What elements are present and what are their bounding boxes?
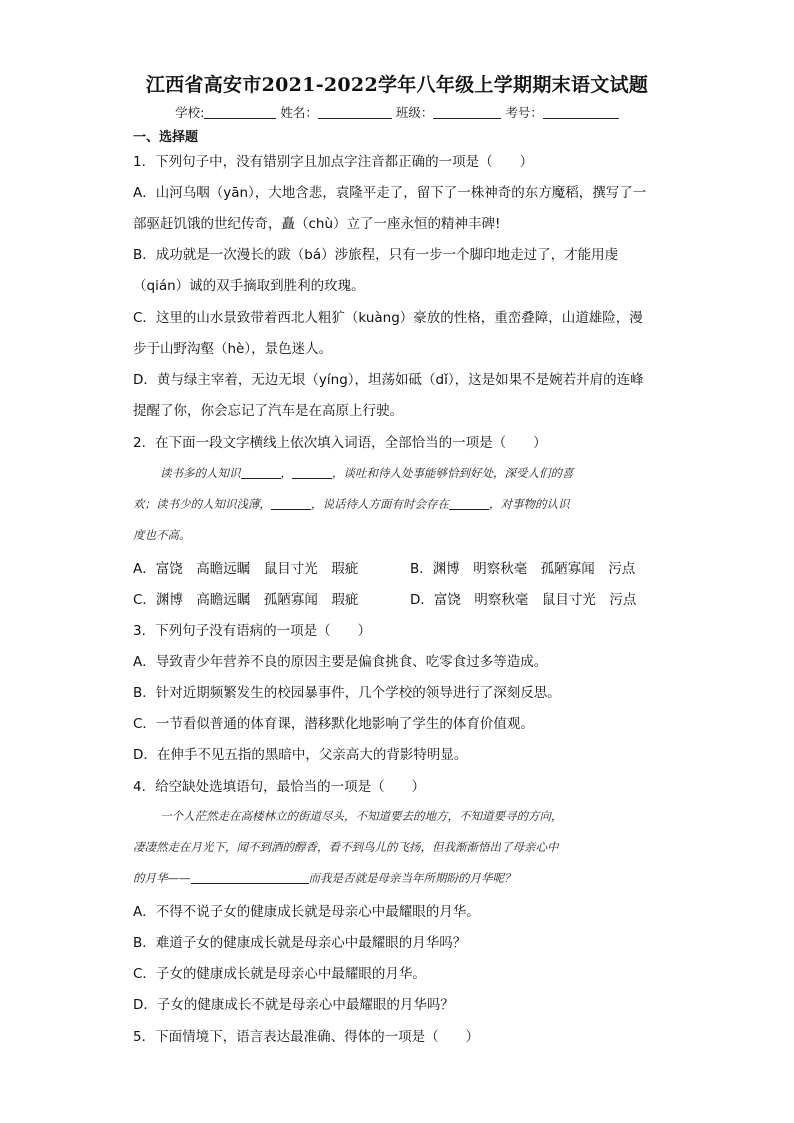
question-2-stem: 2．在下面一段文字横线上依次填入词语，全部恰当的一项是（ ）: [133, 435, 547, 451]
question-3-option-b: B．针对近期频繁发生的校园暴事件，几个学校的领导进行了深刻反思。: [133, 685, 561, 701]
question-4-option-d: D．子女的健康成长不就是母亲心中最耀眼的月华吗？: [133, 997, 454, 1013]
fill-blank[interactable]: [191, 871, 309, 884]
student-info-line: [0, 103, 794, 121]
question-1-stem: 1．下列句子中，没有错别字且加点字注音都正确的一项是（ ）: [133, 154, 534, 170]
fill-blank[interactable]: [271, 497, 311, 510]
question-4-option-a: A．不得不说子女的健康成长就是母亲心中最耀眼的月华。: [133, 904, 480, 920]
question-4-passage-line-2: 凄凄然走在月光下，闻不到酒的醇香，看不到鸟儿的飞扬，但我渐渐悟出了母亲心中: [133, 840, 559, 854]
question-1-option-b-cont: （qián）诚的双手摘取到胜利的玫瑰。: [133, 278, 365, 294]
question-4-passage-line-1: 一个人茫然走在高楼林立的街道尽头，不知道要去的地方，不知道要寻的方向，: [160, 809, 563, 823]
question-4-option-c: C．子女的健康成长就是母亲心中最耀眼的月华。: [133, 966, 426, 982]
school-blank[interactable]: [204, 105, 276, 119]
class-label: 班级：: [395, 105, 434, 120]
section-heading: 一、选择题: [133, 130, 199, 145]
fill-blank[interactable]: [292, 466, 332, 479]
question-4-option-b: B．难道子女的健康成长就是母亲心中最耀眼的月华吗？: [133, 935, 467, 951]
question-2-option-a: A．富饶 高瞻远瞩 鼠目寸光 瑕疵: [133, 561, 359, 577]
name-label: 姓名：: [280, 105, 318, 120]
question-4-stem: 4．给空缺处选填语句，最恰当的一项是（ ）: [133, 779, 426, 795]
question-3-option-c: C．一节看似普通的体育课，潜移默化地影响了学生的体育价值观。: [133, 716, 534, 732]
class-blank[interactable]: [433, 105, 501, 119]
exam-title: 江西省高安市2021-2022学年八年级上学期期末语文试题: [145, 74, 649, 96]
fill-blank[interactable]: [241, 466, 281, 479]
name-blank[interactable]: [318, 105, 392, 119]
question-1-option-d-cont: 提醒了你，你会忘记了汽车是在高原上行驶。: [133, 403, 403, 419]
question-1-option-a-cont: 部驱赶饥饿的世纪传奇，矗（chù）立了一座永恒的精神丰碑!: [133, 216, 501, 232]
question-1-option-d: D．黄与绿主宰着，无边无垠（yíng），坦荡如砥（dǐ），这是如果不是婉若并肩的连峰: [133, 372, 644, 388]
question-4-passage-line-3: 的月华—— 而我是否就是母亲当年所期盼的月华呢？: [133, 871, 516, 885]
exam-number-blank[interactable]: [543, 105, 619, 119]
question-3-stem: 3．下列句子没有语病的一项是（ ）: [133, 623, 372, 639]
question-1-option-a: A．山河乌咽（yān），大地含悲，袁隆平走了，留下了一株神奇的东方魔稻，撰写了一: [133, 185, 647, 201]
question-2-option-d: D．富饶 明察秋毫 鼠目寸光 污点: [410, 592, 637, 608]
question-2-passage-line-1: 读书多的人知识 ， ，谈吐和待人处事能够恰到好处，深受人们的喜: [160, 466, 574, 480]
question-2-option-b: B．渊博 明察秋毫 孤陋寡闻 污点: [410, 561, 636, 577]
school-label: 学校:: [175, 105, 205, 120]
question-3-option-d: D．在伸手不见五指的黑暗中，父亲高大的背影特明显。: [133, 747, 468, 763]
question-1-option-c-cont: 步于山野沟壑（hè），景色迷人。: [133, 341, 333, 357]
fill-blank[interactable]: [449, 497, 489, 510]
question-3-option-a: A．导致青少年营养不良的原因主要是偏食挑食、吃零食过多等造成。: [133, 654, 548, 670]
exam-number-label: 考号：: [505, 105, 543, 120]
question-5-stem: 5．下面情境下，语言表达最准确、得体的一项是（ ）: [133, 1029, 480, 1045]
question-2-option-c: C．渊博 高瞻远瞩 孤陋寡闻 瑕疵: [133, 592, 359, 608]
question-2-passage-line-2: 欢；读书少的人知识浅薄， ，说话待人方面有时会存在 ，对事物的认识: [133, 497, 570, 511]
question-1-option-c: C．这里的山水景致带着西北人粗犷（kuàng）豪放的性格，重峦叠障，山道雄险，漫: [133, 310, 643, 326]
question-2-passage-line-3: 度也不高。: [133, 528, 191, 542]
question-1-option-b: B．成功就是一次漫长的跋（bá）涉旅程，只有一步一个脚印地走过了，才能用虔: [133, 247, 619, 263]
